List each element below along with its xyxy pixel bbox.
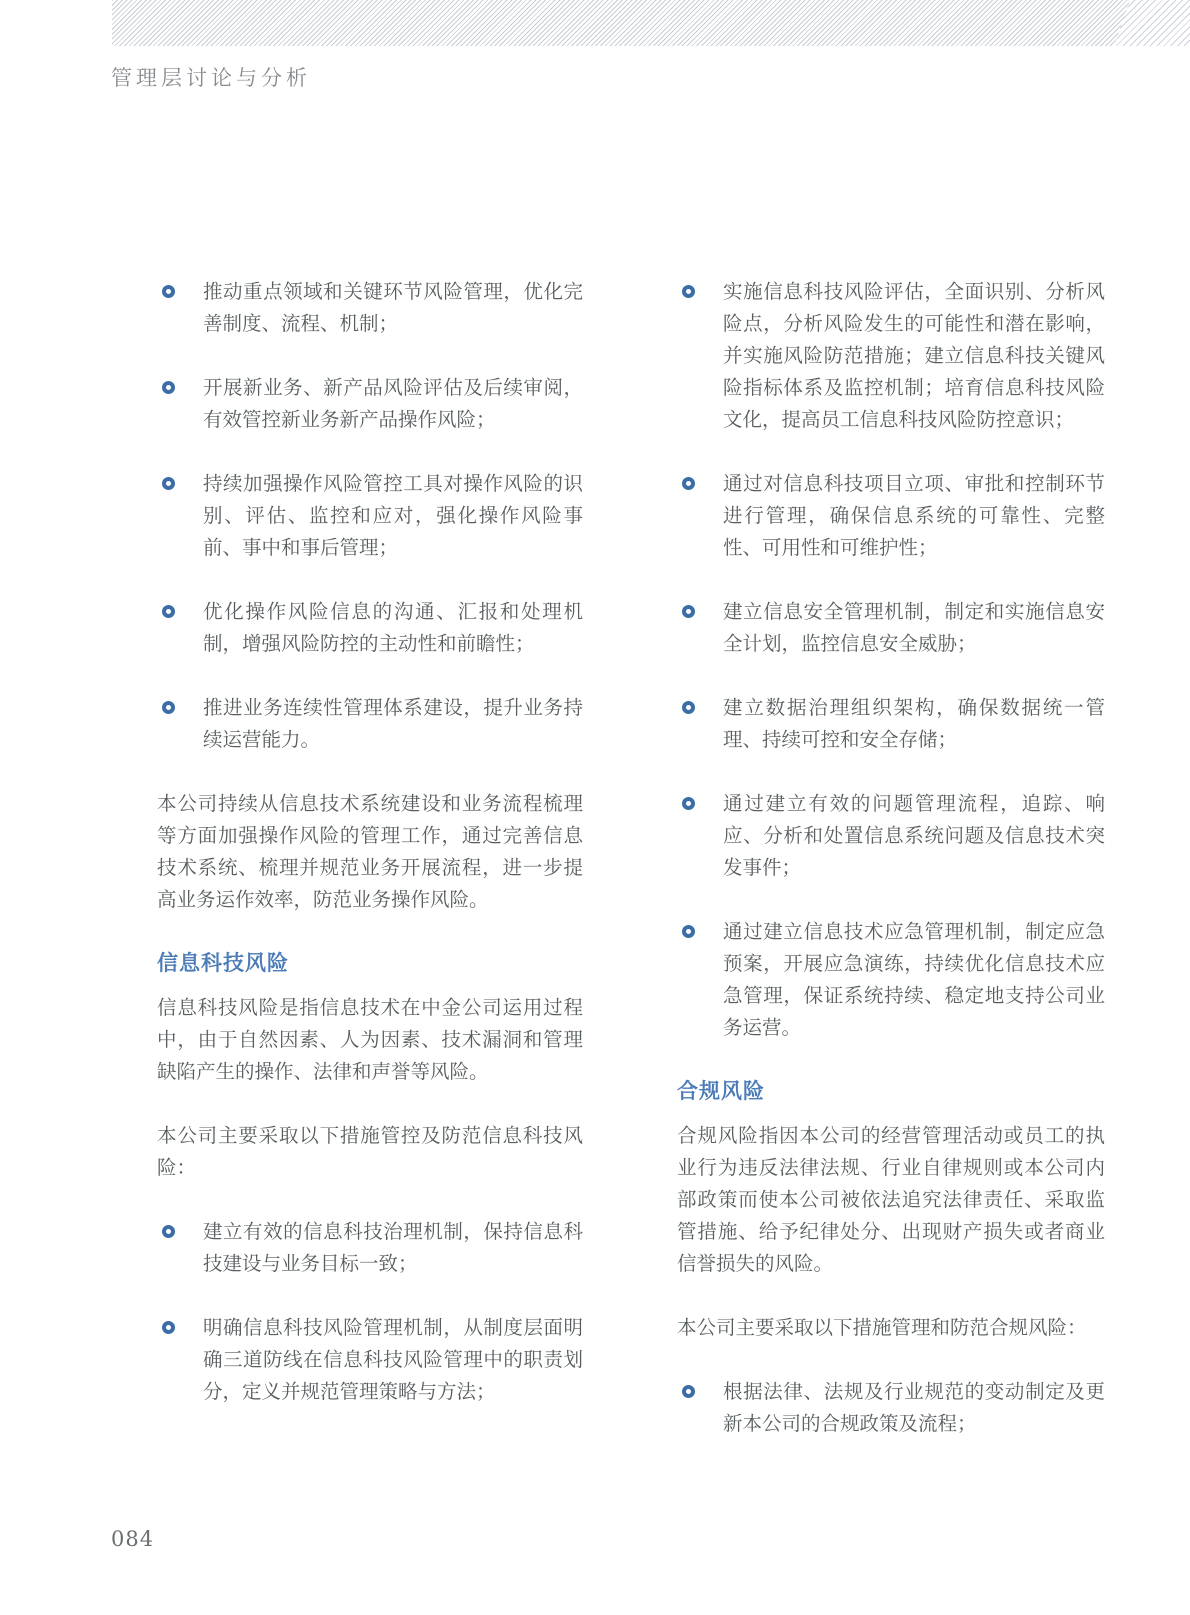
list-item-text: 开展新业务、新产品风险评估及后续审阅，有效管控新业务新产品操作风险； <box>203 377 583 431</box>
list-item <box>677 276 1105 436</box>
list-item-text: 推动重点领域和关键环节风险管理，优化完善制度、流程、机制； <box>203 281 583 335</box>
column-left <box>157 276 583 1472</box>
it-risk-measures-list-continued <box>677 276 1105 1044</box>
list-item <box>157 692 583 756</box>
page-title: 管理层讨论与分析 <box>111 67 311 90</box>
ring-bullet-icon <box>162 701 175 714</box>
ring-bullet-icon <box>162 477 175 490</box>
compliance-risk-definition-paragraph: 合规风险指因本公司的经营管理活动或员工的执业行为违反法律法规、行业自律规则或本公司内部政策而使本公司被依法追究法律责任、采取监管措施、给予纪律处分、出现财产损失或者商业信誉损失的风险。 <box>677 1125 1105 1275</box>
ring-bullet-icon <box>682 477 695 490</box>
list-item <box>157 468 583 564</box>
list-item-text: 推进业务连续性管理体系建设，提升业务持续运营能力。 <box>203 697 583 751</box>
it-risk-measures-intro-paragraph: 本公司主要采取以下措施管控及防范信息科技风险： <box>157 1125 583 1179</box>
page-content <box>157 276 1105 1472</box>
list-item <box>157 276 583 340</box>
compliance-risk-measures-list <box>677 1376 1105 1440</box>
list-item-text: 建立信息安全管理机制，制定和实施信息安全计划，监控信息安全威胁； <box>723 601 1105 655</box>
list-item <box>677 1376 1105 1440</box>
operational-risk-paragraph: 本公司持续从信息技术系统建设和业务流程梳理等方面加强操作风险的管理工作，通过完善信息技术系统、梳理并规范业务开展流程，进一步提高业务运作效率，防范业务操作风险。 <box>157 793 583 911</box>
ring-bullet-icon <box>162 381 175 394</box>
section-heading-it-risk: 信息科技风险 <box>157 952 289 975</box>
list-item-text: 通过对信息科技项目立项、审批和控制环节进行管理，确保信息系统的可靠性、完整性、可用性和可维护性； <box>723 473 1105 559</box>
list-item-text: 明确信息科技风险管理机制，从制度层面明确三道防线在信息科技风险管理中的职责划分，定义并规范管理策略与方法； <box>203 1317 583 1403</box>
ring-bullet-icon <box>162 285 175 298</box>
column-right <box>677 276 1105 1472</box>
ring-bullet-icon <box>162 605 175 618</box>
list-item <box>157 372 583 436</box>
list-item-text: 持续加强操作风险管控工具对操作风险的识别、评估、监控和应对，强化操作风险事前、事中和事后管理； <box>203 473 583 559</box>
page-number: 084 <box>111 1527 155 1551</box>
ring-bullet-icon <box>682 605 695 618</box>
list-item <box>677 468 1105 564</box>
ring-bullet-icon <box>682 701 695 714</box>
list-item <box>157 596 583 660</box>
list-item <box>677 692 1105 756</box>
compliance-risk-measures-intro-paragraph: 本公司主要采取以下措施管理和防范合规风险： <box>677 1317 1087 1339</box>
list-item-text: 实施信息科技风险评估，全面识别、分析风险点，分析风险发生的可能性和潜在影响，并实施风险防范措施；建立信息科技关键风险指标体系及监控机制；培育信息科技风险文化，提高员工信息科技风险防控意识； <box>723 281 1105 431</box>
list-item <box>677 788 1105 884</box>
it-risk-definition-paragraph: 信息科技风险是指信息技术在中金公司运用过程中，由于自然因素、人为因素、技术漏洞和管理缺陷产生的操作、法律和声誉等风险。 <box>157 997 583 1083</box>
it-risk-measures-list <box>157 1216 583 1408</box>
hatch-pattern-band <box>112 0 1190 46</box>
list-item-text: 建立数据治理组织架构，确保数据统一管理、持续可控和安全存储； <box>723 697 1105 751</box>
list-item-text: 建立有效的信息科技治理机制，保持信息科技建设与业务目标一致； <box>203 1221 583 1275</box>
list-item-text: 通过建立信息技术应急管理机制，制定应急预案，开展应急演练，持续优化信息技术应急管理，保证系统持续、稳定地支持公司业务运营。 <box>723 921 1105 1039</box>
list-item <box>157 1216 583 1280</box>
list-item-text: 通过建立有效的问题管理流程，追踪、响应、分析和处置信息系统问题及信息技术突发事件； <box>723 793 1105 879</box>
ring-bullet-icon <box>682 285 695 298</box>
list-item <box>157 1312 583 1408</box>
list-item <box>677 596 1105 660</box>
list-item <box>677 916 1105 1044</box>
ring-bullet-icon <box>682 797 695 810</box>
ring-bullet-icon <box>162 1225 175 1238</box>
list-item-text: 优化操作风险信息的沟通、汇报和处理机制，增强风险防控的主动性和前瞻性； <box>203 601 583 655</box>
list-item-text: 根据法律、法规及行业规范的变动制定及更新本公司的合规政策及流程； <box>723 1381 1105 1435</box>
ring-bullet-icon <box>682 1385 695 1398</box>
operational-risk-measures-list <box>157 276 583 756</box>
ring-bullet-icon <box>162 1321 175 1334</box>
ring-bullet-icon <box>682 925 695 938</box>
section-heading-compliance-risk: 合规风险 <box>677 1080 765 1103</box>
